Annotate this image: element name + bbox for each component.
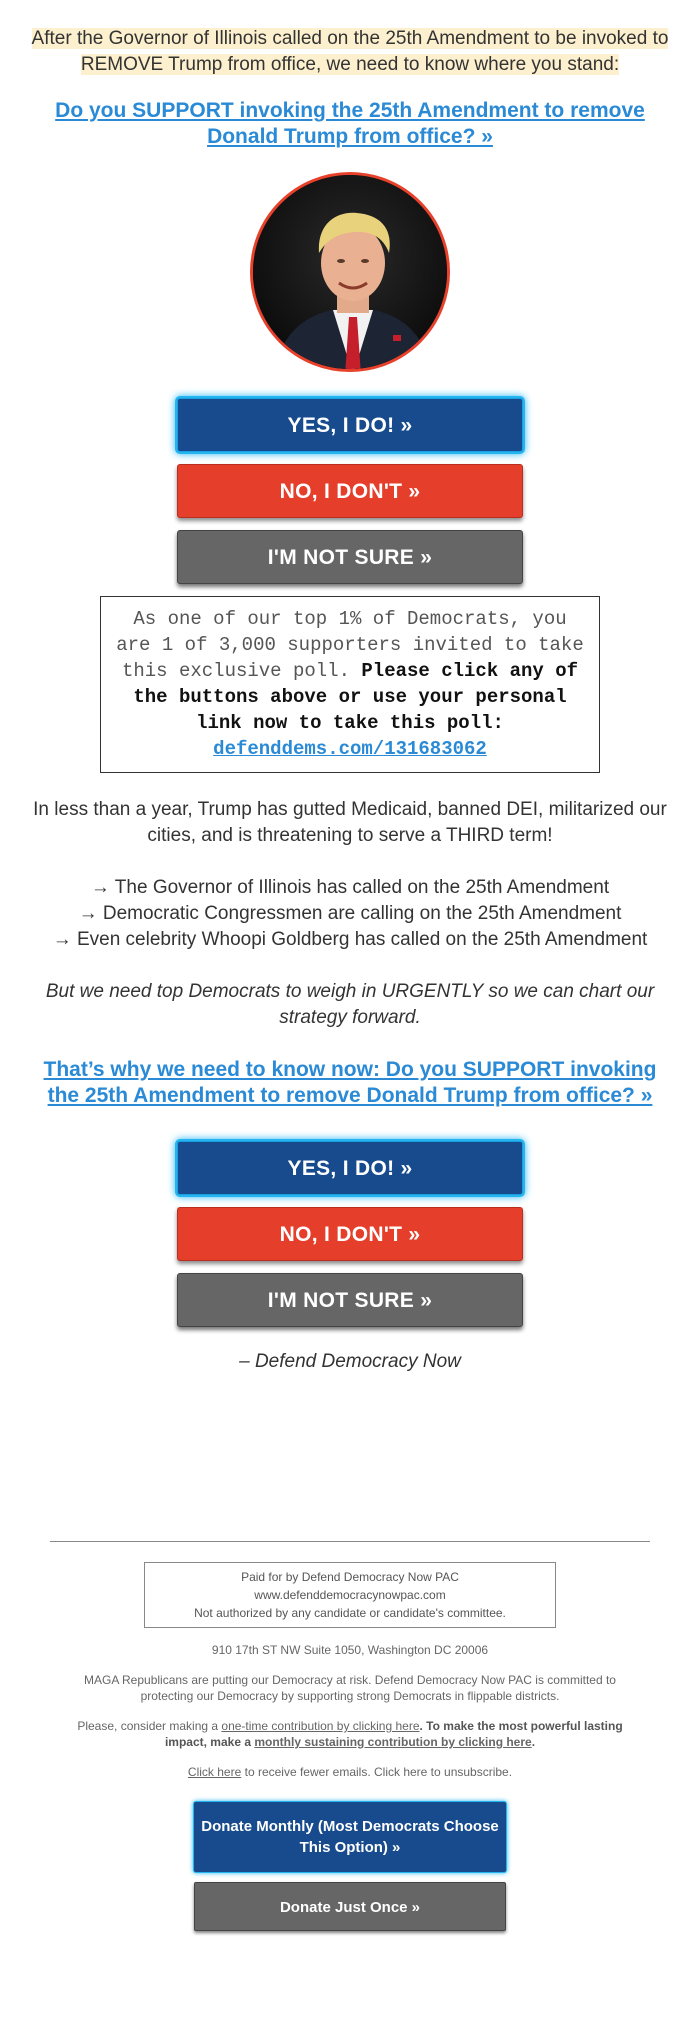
candidate-portrait	[250, 172, 450, 372]
paid-for-line: Paid for by Defend Democracy Now PAC	[241, 1570, 459, 1584]
bullet-item: → The Governor of Illinois has called on the 25th Amendment	[90, 877, 610, 898]
email-preferences	[50, 1764, 650, 1780]
email-page	[0, 26, 700, 2017]
fewer-emails-link[interactable]: Click here	[187, 1765, 242, 1779]
paid-for-box	[144, 1562, 556, 1628]
contribution-prompt	[60, 1718, 640, 1750]
question-link-bottom[interactable]: That’s why we need to know now: Do you SUPPORT invoking the 25th Amendment to remove Donald Trump from office? »	[43, 1058, 657, 1107]
donate-once-button[interactable]: Donate Just Once »	[194, 1882, 506, 1931]
yes-button[interactable]: YES, I DO! »	[177, 398, 523, 452]
footer-divider	[50, 1541, 650, 1542]
poll-invite-instruction: Please click any of the buttons above or use your personal link now to take this poll:	[133, 660, 579, 734]
not-sure-button[interactable]: I'M NOT SURE »	[177, 1273, 523, 1327]
intro-highlight: After the Governor of Illinois called on the 25th Amendment to be invoked to REMOVE Trump from office, we need to know where you stand:	[31, 28, 669, 75]
contribution-mid: . To make the most powerful lasting impact, make a	[164, 1719, 623, 1749]
bullet-item: → Democratic Congressmen are calling on the 25th Amendment	[78, 903, 622, 924]
urgent-paragraph: But we need top Democrats to weigh in URGENTLY so we can chart our strategy forward.	[45, 981, 655, 1028]
bullet-list	[20, 875, 680, 953]
paragraph-trump-record: In less than a year, Trump has gutted Medicaid, banned DEI, militarized our cities, and is threatening to serve a THIRD term!	[33, 799, 667, 846]
poll-buttons-bottom	[177, 1141, 523, 1327]
mailing-address: 910 17th ST NW Suite 1050, Washington DC 20006	[211, 1643, 489, 1657]
no-button[interactable]: NO, I DON'T »	[177, 464, 523, 518]
unsubscribe-text: to receive fewer emails. Click here to unsubscribe.	[241, 1765, 513, 1779]
not-sure-button[interactable]: I'M NOT SURE »	[177, 530, 523, 584]
no-button[interactable]: NO, I DON'T »	[177, 1207, 523, 1261]
poll-invite-box	[100, 596, 600, 773]
signature: – Defend Democracy Now	[239, 1351, 461, 1372]
monthly-contribution-link[interactable]: monthly sustaining contribution by clicking here	[254, 1735, 532, 1749]
portrait-image	[253, 175, 450, 372]
personal-poll-link[interactable]: defenddems.com/131683062	[213, 738, 487, 760]
not-authorized-line: Not authorized by any candidate or candidate's committee.	[194, 1606, 506, 1620]
mission-statement: MAGA Republicans are putting our Democracy at risk. Defend Democracy Now PAC is committed to protecting our Democracy by supporting strong Democrats in flippable districts.	[84, 1673, 616, 1703]
yes-button[interactable]: YES, I DO! »	[177, 1141, 523, 1195]
donate-monthly-button[interactable]: Donate Monthly (Most Democrats Choose This Option) »	[194, 1802, 506, 1872]
question-link-top[interactable]: Do you SUPPORT invoking the 25th Amendment to remove Donald Trump from office? »	[55, 99, 645, 148]
poll-invite-text: As one of our top 1% of Democrats, you are 1 of 3,000 supporters invited to take this exclusive poll.	[116, 608, 584, 682]
intro-text	[10, 26, 690, 78]
one-time-contribution-link[interactable]: one-time contribution by clicking here	[221, 1719, 420, 1733]
contribution-prefix: Please, consider making a	[77, 1719, 222, 1733]
contribution-end: .	[531, 1735, 536, 1749]
poll-buttons-top	[177, 398, 523, 584]
bullet-item: → Even celebrity Whoopi Goldberg has called on the 25th Amendment	[52, 929, 648, 950]
pac-website: www.defenddemocracynowpac.com	[254, 1588, 446, 1602]
